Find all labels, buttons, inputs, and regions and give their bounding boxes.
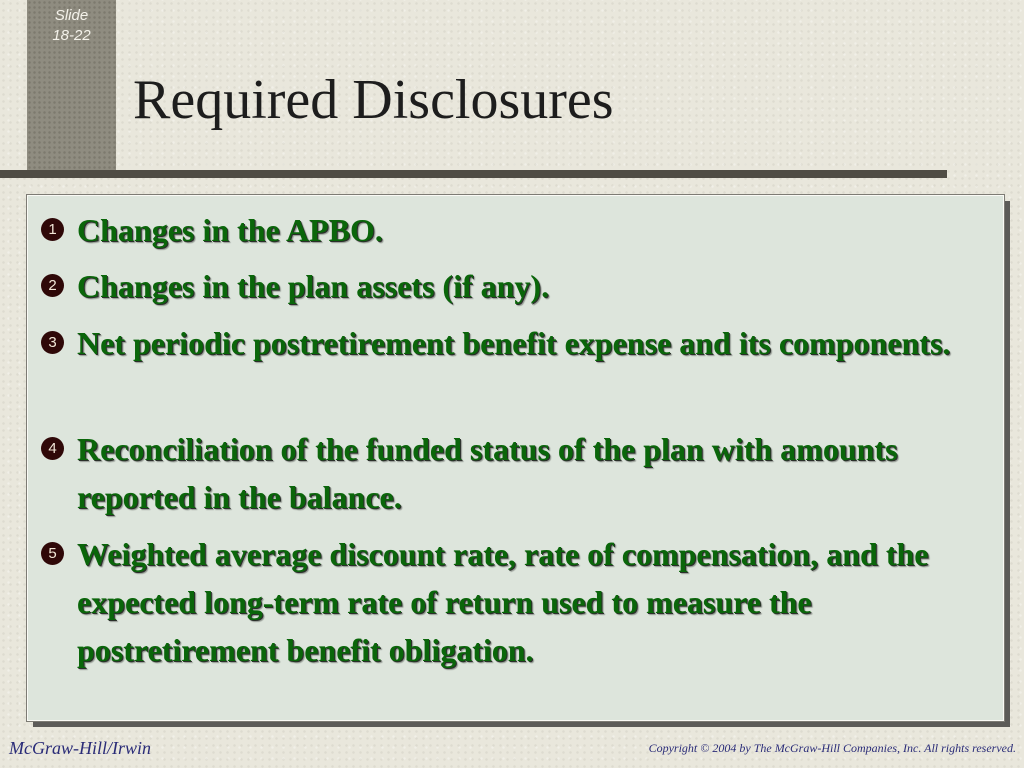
number-5-icon: 5 — [41, 542, 64, 565]
list-item-text: Reconciliation of the funded status of the plan with amounts reported in the balance. — [77, 431, 898, 515]
number-4-icon: 4 — [41, 437, 64, 460]
slide-number: 18-22 — [52, 27, 91, 44]
list-item — [48, 425, 972, 521]
list-item — [48, 530, 972, 674]
list-item-text: Changes in the APBO. — [77, 212, 383, 248]
number-3-icon: 3 — [41, 331, 64, 354]
list-item — [48, 319, 972, 367]
slide-number-label — [27, 6, 116, 46]
slide-label-word: Slide — [54, 7, 89, 24]
list-item-text: Weighted average discount rate, rate of compensation, and the expected long-term rate of return used to measure the postretirement benefit obligation. — [77, 536, 929, 668]
publisher-footer: McGraw-Hill/Irwin — [9, 738, 151, 758]
number-2-icon: 2 — [41, 274, 64, 297]
list-item-text: Changes in the plan assets (if any). — [77, 268, 550, 304]
list-item — [48, 206, 972, 254]
list-item-text: Net periodic postretirement benefit expense and its components. — [77, 325, 951, 361]
copyright-footer: Copyright © 2004 by The McGraw-Hill Companies, Inc. All rights reserved. — [648, 741, 1016, 755]
title-divider — [0, 170, 947, 178]
page-title: Required Disclosures — [133, 69, 614, 131]
list-item — [48, 262, 972, 310]
number-1-icon: 1 — [41, 218, 64, 241]
